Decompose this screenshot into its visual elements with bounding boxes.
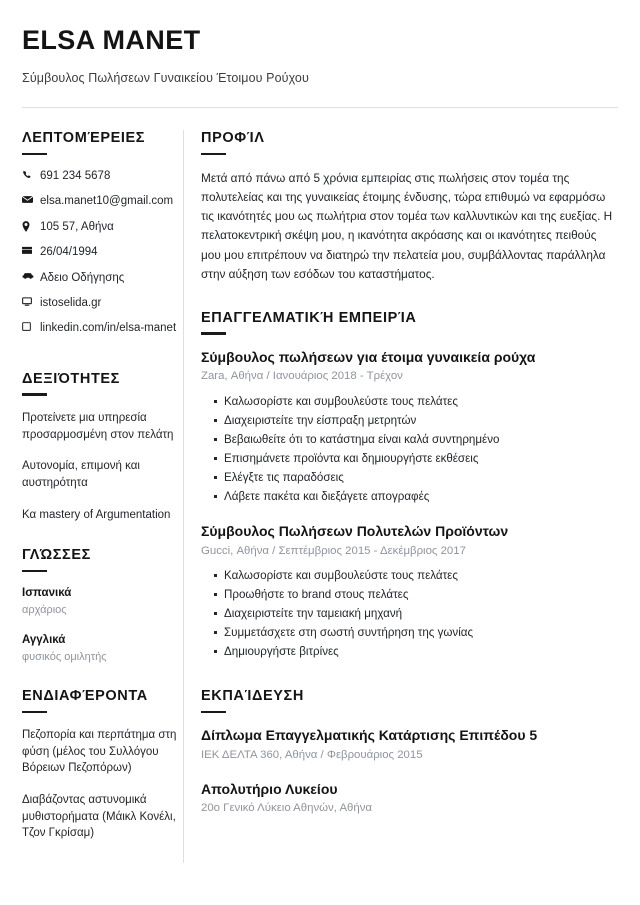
degree-title: Απολυτήριο Λυκείου <box>201 780 338 797</box>
section-languages <box>22 547 183 664</box>
section-interests <box>22 688 183 842</box>
profile-text: Μετά από πάνω από 5 χρόνια εμπειρίας στις πωλήσεις στον τομέα της πολυτελείας και της γυναικείας έτοιμης ένδυσης, τώρα επιθυμώ να εφαρμόσω τις ικανότητές μου ως πωλήτρια στον τομέα των καλλυντικών και της ευεξίας. Η πελατοκεντρική σκέψη μου, η ικανότητα ακρόασης και οι ικανότητες πειθούς μου μου επιτρέπουν να διατηρώ την πελατεία μου, συμβάλλοντας παράλληλα στην αύξηση των εσόδων του καταστήματος. <box>201 171 613 281</box>
contact-row-phone <box>22 169 183 183</box>
heading-underline <box>201 153 226 156</box>
spacer <box>22 523 183 547</box>
language-level: φυσικός ομιλητής <box>22 650 107 663</box>
bullet-item: Συμμετάσχετε στη σωστή συντήρηση της γωνίας <box>214 624 614 642</box>
contact-value: 105 57, Αθήνα <box>40 220 114 233</box>
heading-underline <box>22 153 47 156</box>
contact-row-birthdate <box>22 245 183 259</box>
language-name: Αγγλικά <box>22 633 66 646</box>
section-profile <box>201 130 614 284</box>
heading-underline <box>201 711 226 714</box>
list-item <box>22 792 183 842</box>
skill-text: Κα mastery of Argumentation <box>22 508 171 521</box>
list-item <box>22 410 183 443</box>
heading-underline <box>22 570 47 573</box>
phone-icon <box>22 169 40 180</box>
sidebar <box>0 130 183 842</box>
map-pin-icon <box>22 220 40 232</box>
degree-title: Δίπλωμα Επαγγελματικής Κατάρτισης Επιπέδου 5 <box>201 727 538 744</box>
monitor-icon <box>22 296 40 306</box>
main-content <box>184 130 640 816</box>
section-heading-languages: ΓΛΏΣΣΕΣ <box>22 547 91 564</box>
contact-value: 26/04/1994 <box>40 246 98 259</box>
language-level: αρχάριος <box>22 604 67 617</box>
spacer <box>22 347 183 371</box>
job-title: Σύμβουλος Πωλήσεων Πολυτελών Προϊόντων <box>201 523 509 540</box>
section-heading-skills: ΔΕΞΙΌΤΗΤΕΣ <box>22 370 120 387</box>
bullet-item: Βεβαιωθείτε ότι το κατάστημα είναι καλά συντηρημένο <box>214 431 614 449</box>
resume-body <box>0 108 640 863</box>
education-entry <box>201 781 614 816</box>
bullet-item: Ελέγξτε τις παραδόσεις <box>214 469 614 487</box>
education-entry <box>201 727 614 762</box>
contact-list <box>22 169 183 336</box>
heading-underline <box>22 393 47 396</box>
list-item <box>22 586 183 617</box>
linkedin-icon <box>22 321 40 331</box>
contact-row-website <box>22 296 183 310</box>
section-heading-experience: ΕΠΑΓΓΕΛΜΑΤΙΚΉ ΕΜΠΕΙΡΊΑ <box>201 309 417 326</box>
spacer <box>22 664 183 688</box>
language-name: Ισπανικά <box>22 587 72 600</box>
skill-text: Προτείνετε μια υπηρεσία προσαρμοσμένη στον πελάτη <box>22 411 174 441</box>
list-item <box>22 507 183 524</box>
list-item <box>22 633 183 664</box>
section-details <box>22 130 183 336</box>
section-heading-education: ΕΚΠΑΊΔΕΥΣΗ <box>201 688 304 705</box>
envelope-icon <box>22 194 40 204</box>
bullet-item: Λάβετε πακέτα και διεξάγετε απογραφές <box>214 488 614 506</box>
skill-text: Αυτονομία, επιμονή και αυστηρότητα <box>22 460 140 489</box>
contact-value: linkedin.com/in/elsa-manet <box>40 322 177 335</box>
list-item <box>22 727 183 777</box>
contact-row-linkedin <box>22 321 183 335</box>
calendar-icon <box>22 245 40 255</box>
degree-meta: ΙΕΚ ΔΕΛΤΑ 360, Αθήνα / Φεβρουάριος 2015 <box>201 748 423 761</box>
job-title: Σύμβουλος πωλήσεων για έτοιμα γυναικεία ρούχα <box>201 348 536 365</box>
bullet-item: Δημιουργήστε βιτρίνες <box>214 643 614 661</box>
bullet-item: Διαχειριστείτε την είσπραξη μετρητών <box>214 412 614 430</box>
contact-row-address <box>22 220 183 234</box>
experience-entry <box>201 523 614 661</box>
job-bullets <box>201 393 614 506</box>
contact-row-driving-licence <box>22 271 183 285</box>
job-subtitle: Σύμβουλος Πωλήσεων Γυναικείου Έτοιμου Ρούχου <box>22 70 309 85</box>
spacer <box>201 662 614 688</box>
interest-text: Πεζοπορία και περπάτημα στη φύση (μέλος του Συλλόγου Βόρειων Πεζοπόρων) <box>22 729 177 775</box>
contact-value: istoselida.gr <box>40 296 102 309</box>
bullet-item: Καλωσορίστε και συμβουλεύστε τους πελάτες <box>214 393 614 411</box>
car-icon <box>22 271 40 280</box>
heading-underline <box>22 711 47 714</box>
bullet-item: Προωθήστε το brand στους πελάτες <box>214 586 614 604</box>
contact-value: elsa.manet10@gmail.com <box>40 195 174 208</box>
section-education <box>201 688 614 816</box>
contact-value: 691 234 5678 <box>40 170 111 183</box>
resume-header <box>0 0 640 86</box>
spacer <box>201 284 614 310</box>
bullet-item: Διαχειριστείτε την ταμειακή μηχανή <box>214 605 614 623</box>
section-heading-interests: ΕΝΔΙΑΦΈΡΟΝΤΑ <box>22 687 148 704</box>
experience-entry <box>201 349 614 506</box>
bullet-item: Επισημάνετε προϊόντα και δημιουργήστε εκθέσεις <box>214 450 614 468</box>
list-item <box>22 458 183 491</box>
section-experience <box>201 310 614 661</box>
section-heading-profile: ΠΡΟΦΊΛ <box>201 129 265 146</box>
interest-text: Διαβάζοντας αστυνομικά μυθιστορήματα (Μάικλ Κονέλι, Τζον Γκρίσαμ) <box>22 794 176 840</box>
job-meta: Gucci, Αθήνα / Σεπτέμβριος 2015 - Δεκέμβριος 2017 <box>201 544 466 557</box>
contact-value: Αδειο Οδήγησης <box>40 271 125 284</box>
job-meta: Zara, Αθήνα / Ιανουάριος 2018 - Τρέχον <box>201 370 403 383</box>
job-bullets <box>201 567 614 661</box>
page-title: ELSA MANET <box>22 25 201 55</box>
heading-underline <box>201 332 226 335</box>
section-skills <box>22 371 183 524</box>
contact-row-email <box>22 194 183 208</box>
degree-meta: 20ο Γενικό Λύκειο Αθηνών, Αθήνα <box>201 802 372 815</box>
section-heading-details: ΛΕΠΤΟΜΈΡΕΙΕΣ <box>22 129 146 146</box>
bullet-item: Καλωσορίστε και συμβουλεύστε τους πελάτες <box>214 567 614 585</box>
